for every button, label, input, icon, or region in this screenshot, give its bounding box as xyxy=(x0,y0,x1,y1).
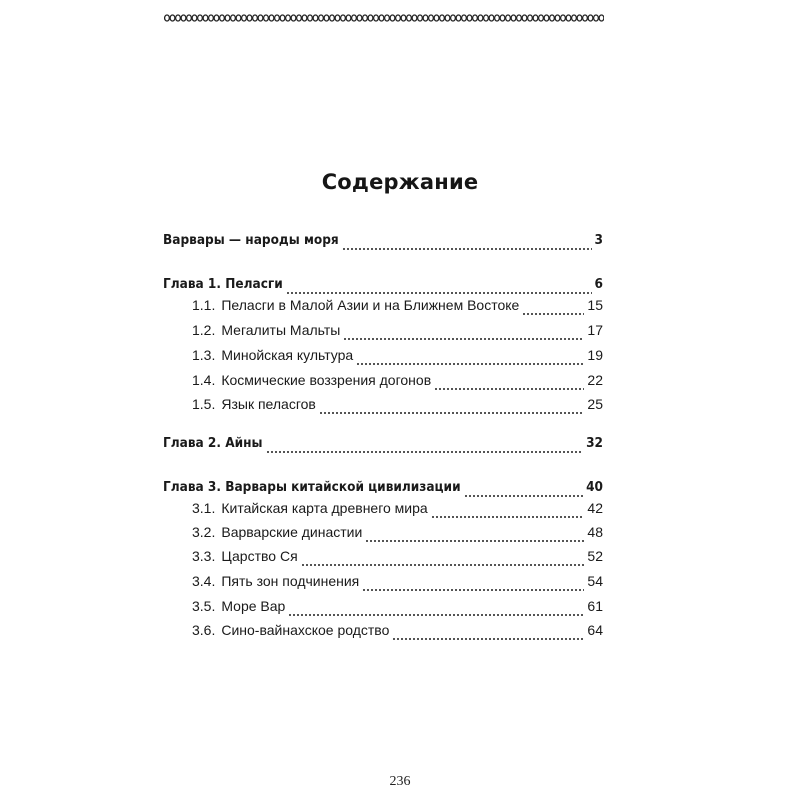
toc-main-entry xyxy=(163,232,603,254)
toc-entry-page: 42 xyxy=(587,500,603,516)
toc-sub-entry xyxy=(192,500,603,522)
toc-entry-page: 19 xyxy=(587,347,603,363)
toc-entry-number: 1.1. xyxy=(192,297,216,313)
toc-sub-entry xyxy=(192,573,603,595)
toc-entry-label xyxy=(192,548,298,564)
toc-entry-label xyxy=(163,435,263,451)
toc-entry-title: Море Вар xyxy=(221,598,286,614)
toc-entry-title: Варварские династии xyxy=(221,524,363,540)
dot-leader xyxy=(342,236,592,250)
toc-entry-page: 54 xyxy=(587,573,603,589)
toc-entry-number: 3.2. xyxy=(192,524,216,540)
toc-entry-title: Глава 3. Варвары китайской цивилизации xyxy=(163,479,461,495)
toc-entry-number: 3.4. xyxy=(192,573,216,589)
toc-entry-label xyxy=(192,347,353,363)
toc-entry-page: 17 xyxy=(587,322,603,338)
toc-entry-number: 3.6. xyxy=(192,622,216,638)
toc-sub-entry xyxy=(192,548,603,570)
toc-entry-label xyxy=(192,297,519,313)
toc-main-entry xyxy=(163,435,603,457)
toc-entry-title: Пять зон подчинения xyxy=(221,573,360,589)
toc-entry-title: Глава 1. Пеласги xyxy=(163,276,283,292)
toc-entry-page: 61 xyxy=(587,598,603,614)
toc-entry-title: Космические воззрения догонов xyxy=(221,372,432,388)
toc-entry-label xyxy=(192,622,389,638)
toc-entry-page: 22 xyxy=(587,372,603,388)
toc-entry-title: Минойская культура xyxy=(221,347,354,363)
dot-leader xyxy=(343,326,584,340)
toc-main-entry xyxy=(163,276,603,298)
toc-entry-number: 3.3. xyxy=(192,548,216,564)
toc-entry-page: 40 xyxy=(586,479,603,495)
toc-sub-entry xyxy=(192,372,603,394)
toc-entry-label xyxy=(163,276,283,292)
toc-sub-entry xyxy=(192,297,603,319)
dot-leader xyxy=(288,602,584,616)
dot-leader xyxy=(464,483,584,497)
toc-entry-page: 3 xyxy=(594,232,603,248)
toc-sub-entry xyxy=(192,622,603,644)
toc-entry-title: Язык пеласгов xyxy=(221,396,316,412)
dot-leader xyxy=(286,280,592,294)
toc-entry-title: Китайская карта древнего мира xyxy=(221,500,428,516)
toc-entry-number: 1.4. xyxy=(192,372,216,388)
toc-sub-entry xyxy=(192,347,603,369)
toc-entry-page: 25 xyxy=(587,396,603,412)
dot-leader xyxy=(365,528,584,542)
dot-leader xyxy=(522,301,584,315)
toc-sub-entry xyxy=(192,524,603,546)
toc-sub-entry xyxy=(192,322,603,344)
dot-leader xyxy=(392,626,584,640)
toc-entry-title: Варвары — народы моря xyxy=(163,232,339,248)
toc-entry-page: 64 xyxy=(587,622,603,638)
toc-entry-title: Мегалиты Мальты xyxy=(221,322,341,338)
toc-entry-title: Глава 2. Айны xyxy=(163,435,263,451)
toc-entry-title: Пеласги в Малой Азии и на Ближнем Востоке xyxy=(221,297,520,313)
toc-entry-label xyxy=(192,524,362,540)
dot-leader xyxy=(434,376,584,390)
page-title: Содержание xyxy=(321,170,479,194)
toc-entry-page: 48 xyxy=(587,524,603,540)
toc-entry-label xyxy=(192,598,285,614)
toc-sub-entry xyxy=(192,396,603,418)
toc-entry-page: 6 xyxy=(594,276,603,292)
dot-leader xyxy=(319,400,585,414)
toc-entry-label xyxy=(192,372,431,388)
dot-leader xyxy=(356,351,584,365)
toc-entry-number: 3.5. xyxy=(192,598,216,614)
page-number: 236 xyxy=(389,774,411,789)
dot-leader xyxy=(301,552,585,566)
toc-sub-entry xyxy=(192,598,603,620)
toc-entry-number: 1.2. xyxy=(192,322,216,338)
toc-entry-page: 52 xyxy=(587,548,603,564)
toc-entry-number: 1.5. xyxy=(192,396,216,412)
toc-entry-title: Царство Ся xyxy=(221,548,298,564)
toc-main-entry xyxy=(163,479,603,501)
toc-entry-number: 3.1. xyxy=(192,500,216,516)
toc-entry-label xyxy=(163,479,461,495)
toc-entry-number: 1.3. xyxy=(192,347,216,363)
toc-entry-label xyxy=(192,322,340,338)
toc-entry-label xyxy=(192,396,316,412)
dot-leader xyxy=(266,439,584,453)
toc-entry-title: Сино-вайнахское родство xyxy=(221,622,390,638)
dot-leader xyxy=(362,577,584,591)
toc-entry-page: 32 xyxy=(586,435,603,451)
toc-entry-label xyxy=(163,232,339,248)
dot-leader xyxy=(431,504,585,518)
toc-entry-page: 15 xyxy=(587,297,603,313)
toc-entry-label xyxy=(192,573,359,589)
toc-entry-label xyxy=(192,500,428,516)
